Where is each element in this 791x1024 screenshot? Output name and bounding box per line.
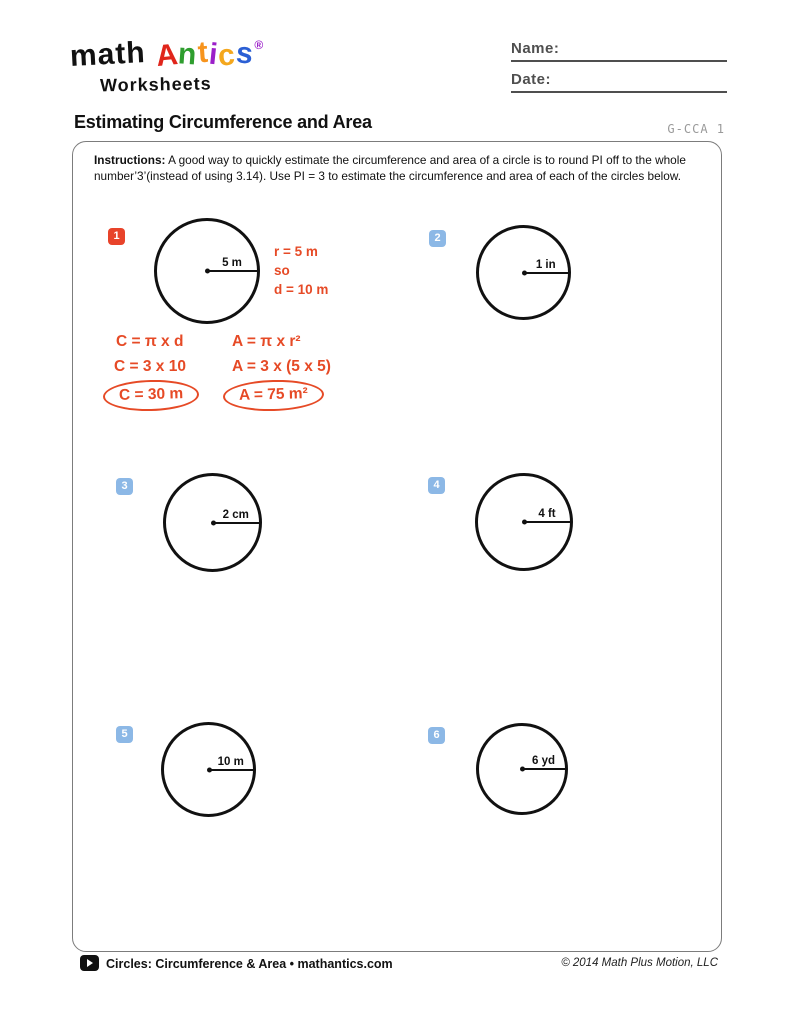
date-field	[511, 71, 727, 93]
circle-diagram	[476, 225, 571, 320]
logo-letter: i	[207, 37, 220, 72]
instructions	[94, 152, 712, 185]
problem-number-badge: 4	[428, 477, 445, 494]
area-formula: A = π x r²	[232, 333, 301, 350]
logo-letter: s	[234, 36, 255, 71]
area-substitution: A = 3 x (5 x 5)	[232, 358, 331, 375]
footer-title: Circles: Circumference & Area • mathantics.com	[106, 957, 393, 971]
play-triangle-icon	[87, 959, 93, 967]
math-antics-logo	[69, 35, 265, 96]
circle-diagram	[475, 473, 573, 571]
instructions-text: A good way to quickly estimate the circumference and area of a circle is to round PI off to the whole number’3’(instead of using 3.14). Use PI = 3 to estimate the circumference and area of each of the circles below.	[94, 153, 686, 184]
problem-number-badge: 6	[428, 727, 445, 744]
problem-number-badge: 5	[116, 726, 133, 743]
play-icon	[80, 955, 99, 971]
note-line: r = 5 m	[274, 244, 318, 259]
circle-diagram	[154, 218, 260, 324]
logo-wordmark	[69, 35, 265, 74]
problem-number-badge: 3	[116, 478, 133, 495]
radius-label: 6 yd	[531, 755, 555, 767]
radius-label: 2 cm	[222, 508, 249, 521]
logo-letter: n	[177, 37, 199, 72]
logo-antics-word	[154, 35, 255, 74]
circle-diagram	[161, 722, 256, 817]
radius-label: 1 in	[535, 258, 556, 271]
circle-diagram	[476, 723, 568, 815]
registered-trademark-icon: ®	[254, 38, 265, 52]
logo-letter: A	[154, 37, 181, 74]
radius-label: 10 m	[217, 755, 244, 768]
radius-label: 5 m	[222, 257, 242, 269]
name-label: Name:	[511, 40, 560, 57]
footer-copyright: © 2014 Math Plus Motion, LLC	[561, 957, 718, 969]
example-radius-note	[274, 242, 328, 299]
radius-label: 4 ft	[538, 508, 556, 520]
date-label: Date:	[511, 71, 552, 88]
circle-diagram	[163, 473, 262, 572]
circumference-substitution: C = 3 x 10	[114, 358, 186, 375]
logo-worksheets-word: Worksheets	[99, 73, 212, 96]
note-line: d = 10 m	[274, 282, 329, 297]
logo-math-word: math	[69, 36, 147, 73]
worksheet-code: G-CCA 1	[667, 122, 725, 136]
logo-letter: t	[196, 35, 210, 70]
area-result: A = 75 m²	[223, 379, 325, 413]
logo-letter: c	[216, 38, 238, 73]
problem-number-badge: 1	[108, 228, 125, 245]
name-field	[511, 40, 727, 62]
instructions-label: Instructions:	[94, 153, 166, 167]
note-line: so	[274, 263, 290, 278]
circumference-result: C = 30 m	[103, 379, 200, 413]
problem-number-badge: 2	[429, 230, 446, 247]
circumference-formula: C = π x d	[116, 333, 184, 350]
page-title: Estimating Circumference and Area	[74, 112, 372, 132]
